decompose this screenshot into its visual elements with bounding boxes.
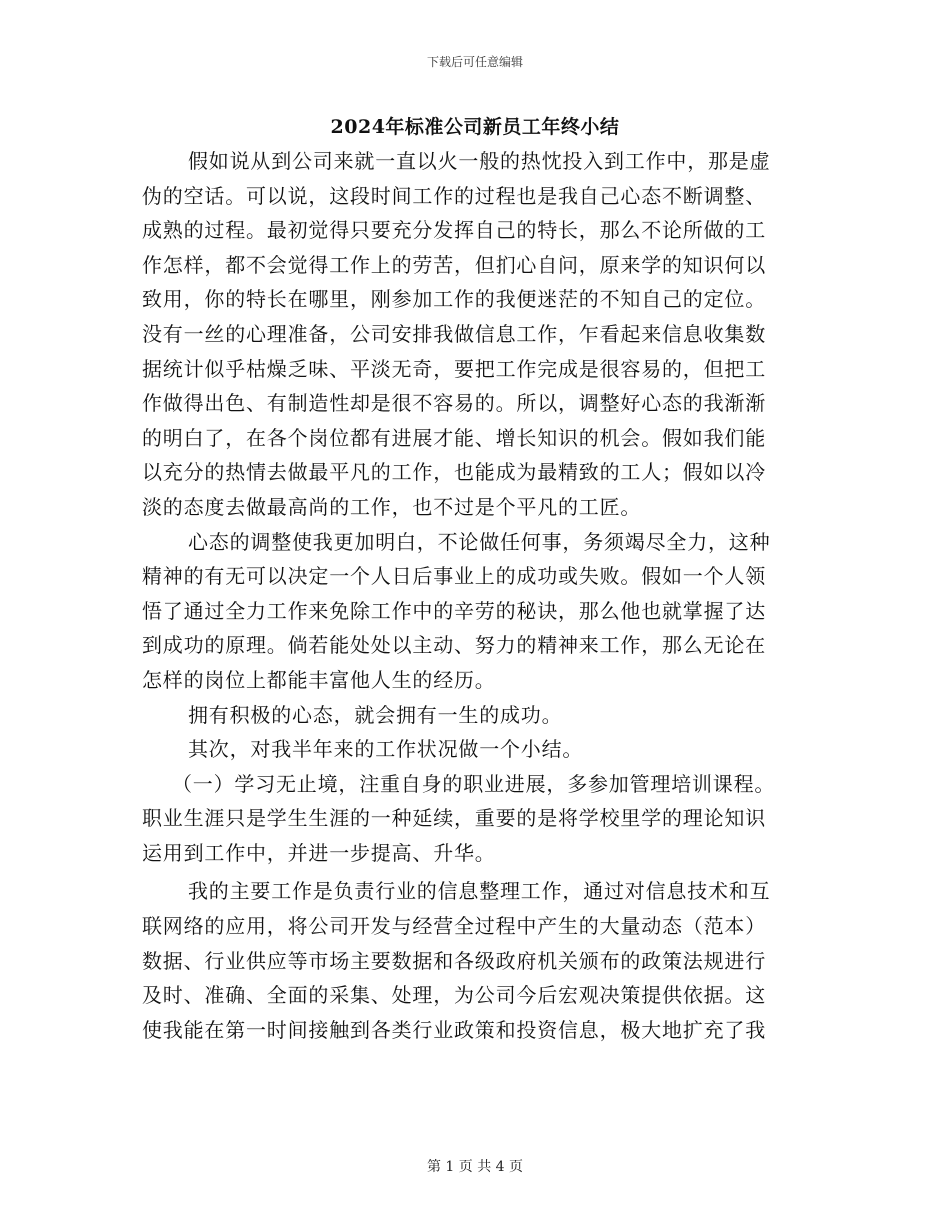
text-line: 淡的态度去做最高尚的工作，也不过是个平凡的工匠。: [142, 494, 642, 519]
text-line: 到成功的原理。倘若能处处以主动、努力的精神来工作，那么无论在: [142, 633, 766, 658]
text-line: 怎样的岗位上都能丰富他人生的经历。: [142, 667, 496, 692]
text-line: 假如说从到公司来就一直以火一般的热忱投入到工作中，那是虚: [188, 149, 771, 173]
text-line: 联网络的应用，将公司开发与经营全过程中产生的大量动态（范本）: [142, 914, 766, 939]
text-line: 运用到工作中，并进一步提高、升华。: [142, 840, 496, 865]
text-line: 我的主要工作是负责行业的信息整理工作，通过对信息技术和互: [188, 879, 771, 904]
text-line: （一）学习无止境，注重自身的职业进展，多参加管理培训课程。: [172, 771, 776, 796]
text-line: 及时、准确、全面的采集、处理，为公司今后宏观决策提供依据。这: [142, 983, 766, 1008]
text-line: 数据、行业供应等市场主要数据和各级政府机关颁布的政策法规进行: [142, 948, 766, 973]
text-line: 据统计似乎枯燥乏味、平淡无奇，要把工作完成是很容易的，但把工: [142, 356, 766, 381]
text-line: 其次，对我半年来的工作状况做一个小结。: [188, 737, 584, 762]
text-line: 精神的有无可以决定一个人日后事业上的成功或失败。假如一个人领: [142, 564, 766, 589]
header-note: 下载后可任意编辑: [426, 55, 523, 69]
text-line: 心态的调整使我更加明白，不论做任何事，务须竭尽全力，这种: [188, 529, 771, 554]
text-line: 使我能在第一时间接触到各类行业政策和投资信息，极大地扩充了我: [142, 1017, 766, 1042]
document-title: 2024年标准公司新员工年终小结: [330, 116, 620, 138]
page-footer: 第 1 页 共 4 页: [426, 1159, 524, 1175]
text-line: 作做得出色、有制造性却是很不容易的。所以，调整好心态的我渐渐: [142, 391, 766, 416]
text-line: 作怎样，都不会觉得工作上的劳苦，但扪心自问，原来学的知识何以: [142, 252, 766, 277]
text-line: 伪的空话。可以说，这段时间工作的过程也是我自己心态不断调整、: [142, 183, 766, 208]
text-line: 致用，你的特长在哪里，刚参加工作的我便迷茫的不知自己的定位。: [142, 287, 766, 312]
document-body: [142, 144, 812, 1047]
text-line: 没有一丝的心理准备，公司安排我做信息工作，乍看起来信息收集数: [142, 321, 766, 346]
text-line: 成熟的过程。最初觉得只要充分发挥自己的特长，那么不论所做的工: [142, 218, 766, 243]
text-line: 职业生涯只是学生生涯的一种延续，重要的是将学校里学的理论知识: [142, 806, 766, 831]
text-line: 拥有积极的心态，就会拥有一生的成功。: [188, 702, 563, 727]
text-line: 悟了通过全力工作来免除工作中的辛劳的秘诀，那么他也就掌握了达: [142, 598, 766, 623]
text-line: 以充分的热情去做最平凡的工作，也能成为最精致的工人；假如以冷: [142, 460, 766, 485]
text-line: 的明白了，在各个岗位都有进展才能、增长知识的机会。假如我们能: [142, 425, 766, 450]
